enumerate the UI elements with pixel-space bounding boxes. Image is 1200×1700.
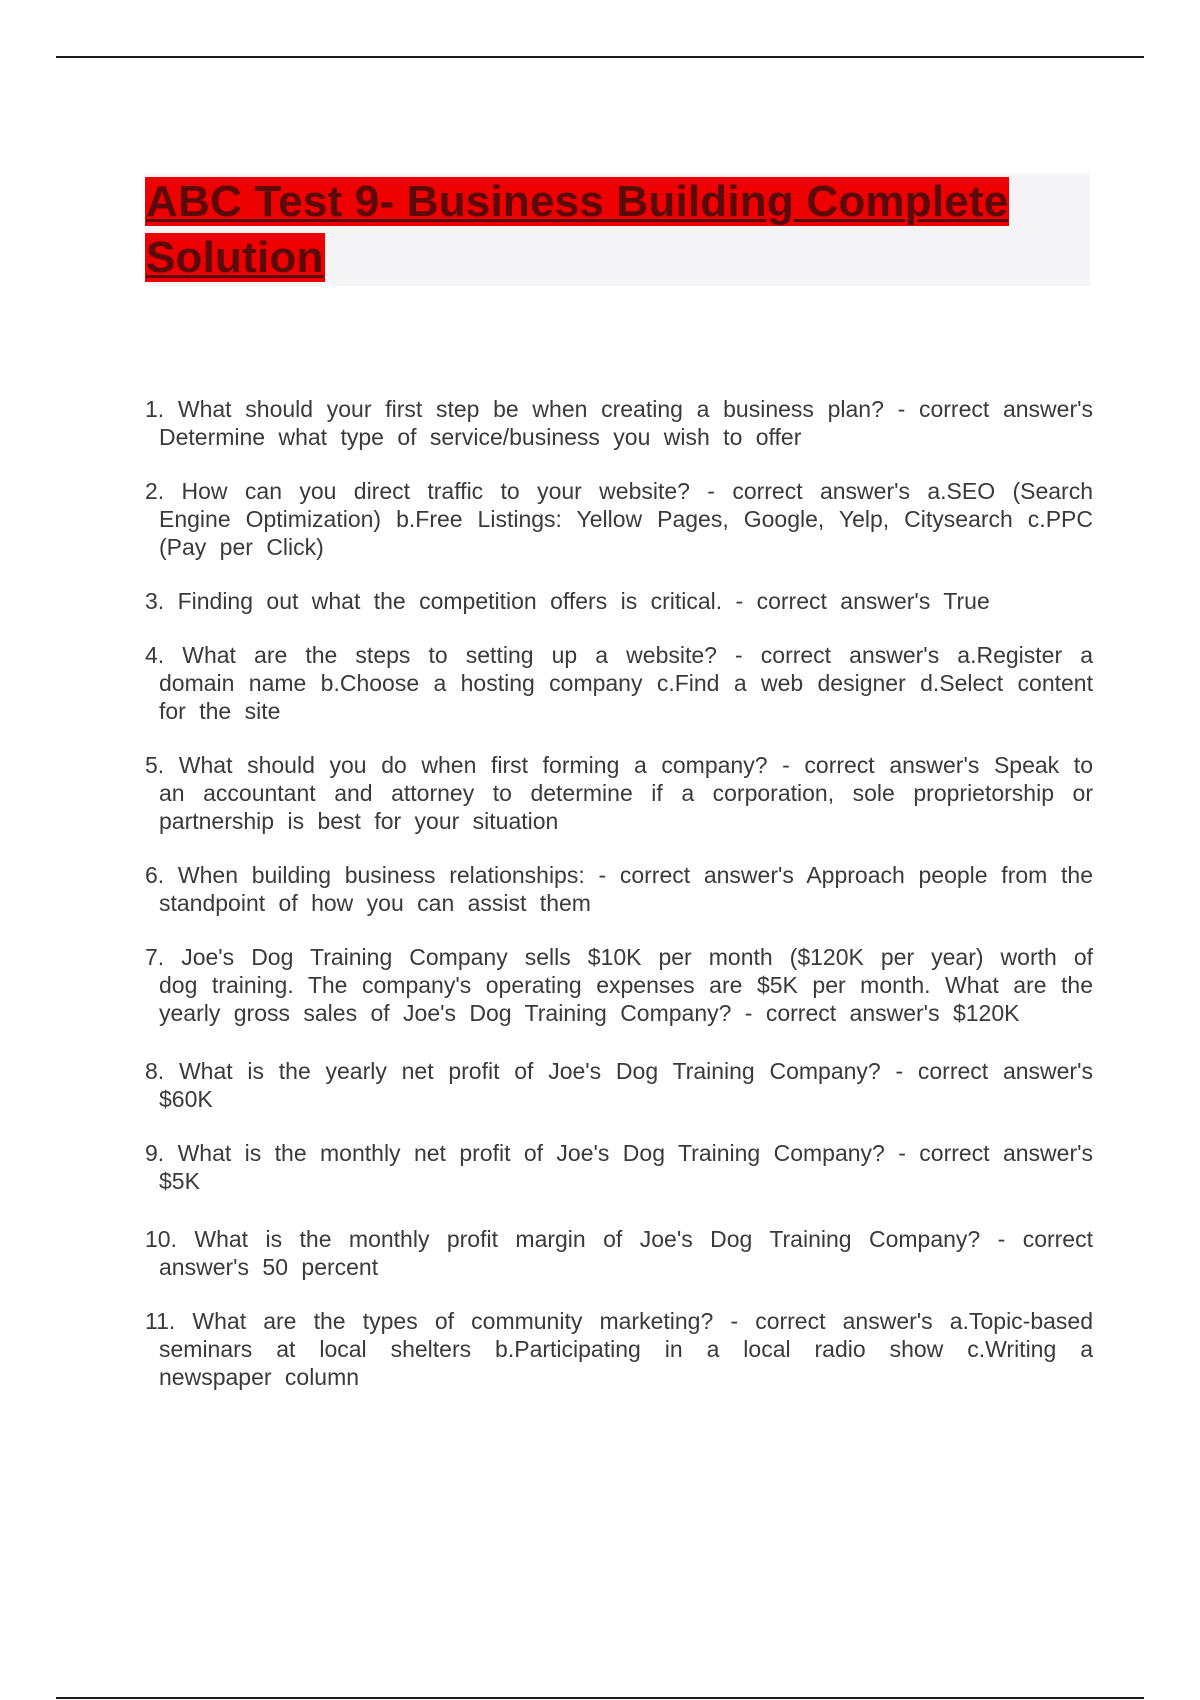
title-block bbox=[145, 174, 1090, 286]
qa-item-4: 4. What are the steps to setting up a website? - correct answer's a.Register a domain name b.Choose a hosting company c.Find a web designer d.Select content for the site bbox=[145, 642, 1093, 724]
bottom-rule bbox=[56, 1697, 1144, 1699]
qa-item-7: 7. Joe's Dog Training Company sells $10K per month ($120K per year) worth of dog training. The company's operating expenses are $5K per month. What are the yearly gross sales of Joe's Dog Training Company? - correct answer's $120K bbox=[145, 944, 1093, 1026]
qa-item-6: 6. When building business relationships: - correct answer's Approach people from the standpoint of how you can assist them bbox=[145, 862, 1093, 916]
question-answer-list bbox=[145, 395, 1093, 1391]
qa-item-3: 3. Finding out what the competition offers is critical. - correct answer's True bbox=[145, 588, 990, 614]
qa-item-5: 5. What should you do when first forming a company? - correct answer's Speak to an accountant and attorney to determine if a corporation, sole proprietorship or partnership is best for your situation bbox=[145, 752, 1093, 834]
document-title bbox=[145, 174, 1090, 286]
qa-item-2: 2. How can you direct traffic to your website? - correct answer's a.SEO (Search Engine Optimization) b.Free Listings: Yellow Pages, Google, Yelp, Citysearch c.PPC (Pay per Click) bbox=[145, 478, 1093, 560]
qa-item-8: 8. What is the yearly net profit of Joe's Dog Training Company? - correct answer's $60K bbox=[145, 1058, 1093, 1112]
qa-item-1: 1. What should your first step be when creating a business plan? - correct answer's Determine what type of service/business you wish to offer bbox=[145, 396, 1093, 450]
qa-item-11: 11. What are the types of community marketing? - correct answer's a.Topic-based seminars at local shelters b.Participating in a local radio show c.Writing a newspaper column bbox=[145, 1308, 1093, 1390]
top-rule bbox=[56, 56, 1144, 58]
title-text: ABC Test 9- Business Building Complete Solution bbox=[146, 177, 1009, 282]
qa-item-9: 9. What is the monthly net profit of Joe's Dog Training Company? - correct answer's $5K bbox=[145, 1140, 1093, 1194]
qa-item-10: 10. What is the monthly profit margin of Joe's Dog Training Company? - correct answer's 50 percent bbox=[145, 1226, 1093, 1280]
